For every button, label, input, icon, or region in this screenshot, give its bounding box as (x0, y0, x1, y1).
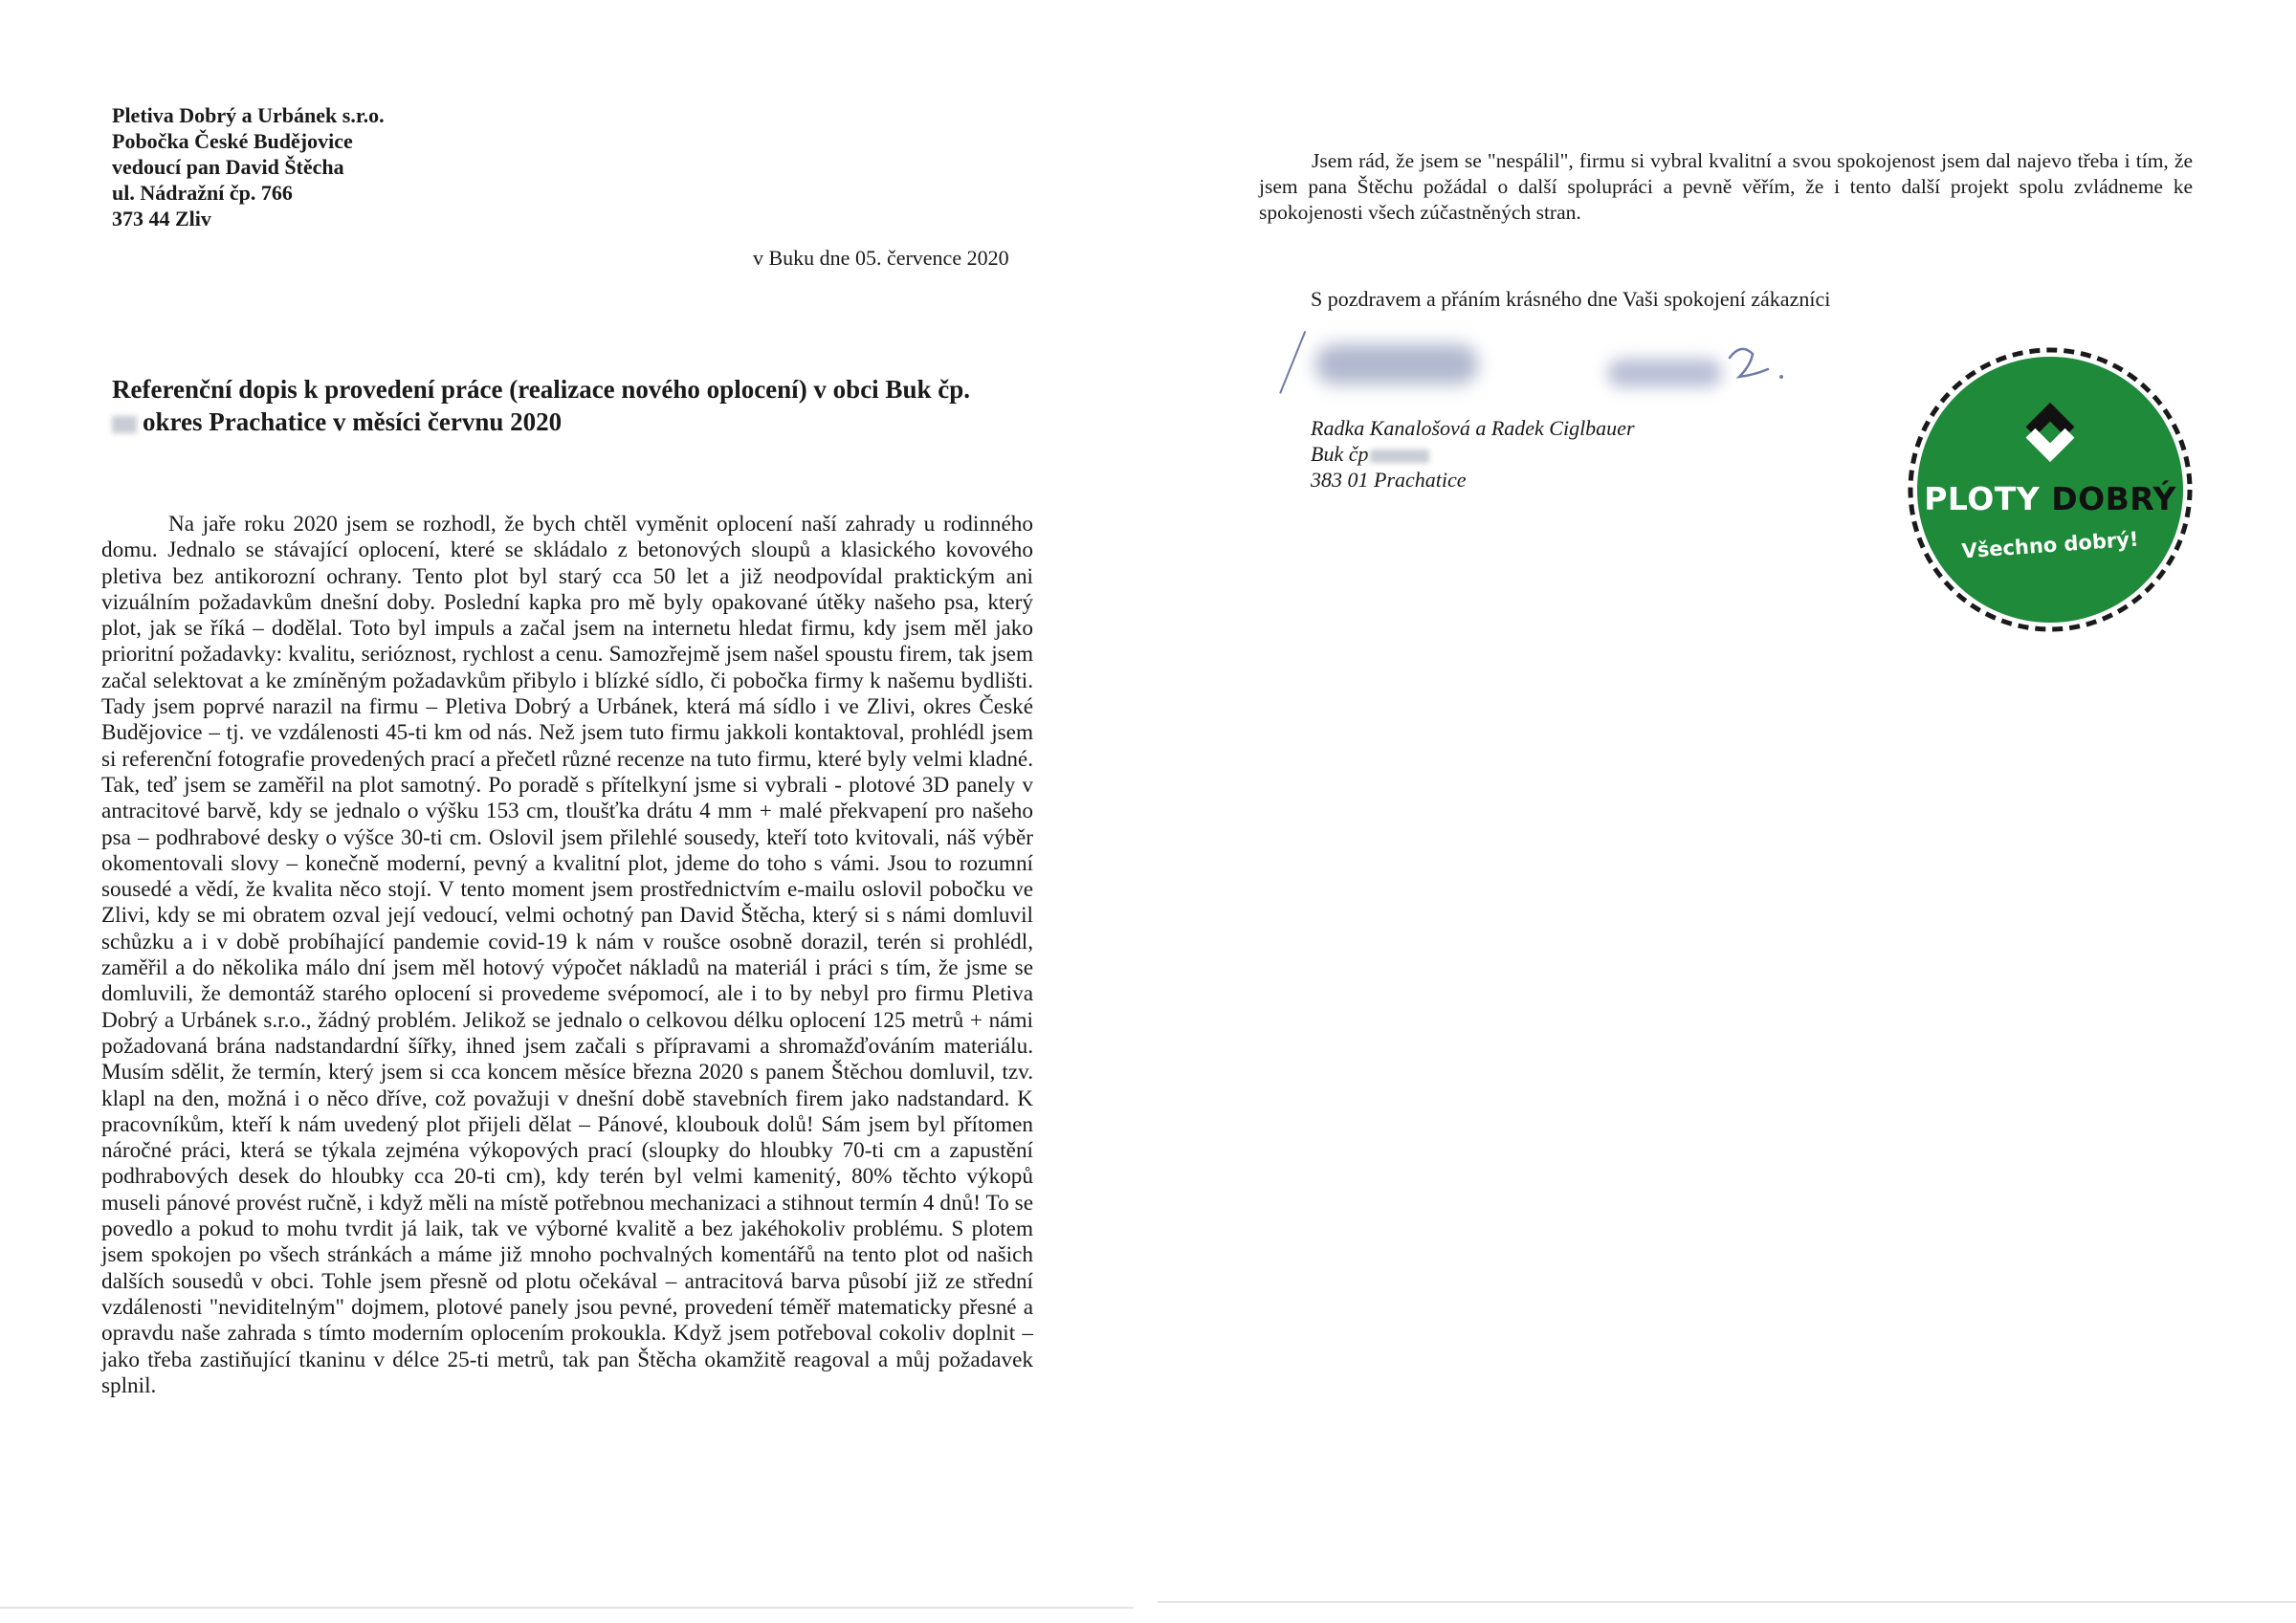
recipient-line: Pletiva Dobrý a Urbánek s.r.o. (112, 103, 385, 127)
subject-line-2-text: okres Prachatice v měsíci červnu 2020 (143, 407, 563, 436)
redacted-address (1370, 450, 1429, 463)
right-page (1148, 0, 2296, 1623)
closing-paragraph (1259, 148, 2193, 226)
stamp-brand-white: PLOTY (1924, 480, 2041, 517)
recipient-line: ul. Nádražní čp. 766 (112, 181, 293, 205)
sender-names: Radka Kanalošová a Radek Ciglbauer (1311, 416, 1635, 440)
senders-block (1311, 415, 1635, 493)
recipient-line: vedoucí pan David Štěcha (112, 155, 344, 179)
recipient-line: 373 44 Zliv (112, 207, 211, 230)
sender-address (1311, 441, 1635, 467)
greeting: S pozdravem a přáním krásného dne Vaši spokojení zákazníci (1311, 287, 1831, 311)
page-edge-line (0, 1607, 1134, 1609)
closing-text: Jsem rád, že jsem se "nespálil", firmu si vybral kvalitní a svou spokojenost jsem dal najevo třeba i tím, že jsem pana Štěchu požádal o další spolupráci a pevně věřím, že i tento další projekt spolu zvládneme ke spokojenosti všech zúčastněných stran. (1259, 149, 2193, 224)
recipient-address (112, 102, 782, 231)
subject-line-1: Referenční dopis k provedení práce (realizace nového oplocení) v obci Buk čp. (112, 375, 970, 404)
signature-right (1598, 335, 1789, 402)
letter-date: v Buku dne 05. července 2020 (753, 246, 1009, 270)
signature-blurred (1315, 344, 1478, 384)
body-paragraph: Na jaře roku 2020 jsem se rozhodl, že bych chtěl vyměnit oplocení naší zahrady u rodinného domu. Jednalo se stávající oplocení, které se skládalo z betonových sloupů a klasického kovového pletiva bez antikorozní ochrany. Tento plot byl starý cca 50 let a již neodpovídal praktickým ani vizuálním požadavkům dnešní doby. Poslední kapka pro mě byly opakované útěky našeho psa, který plot, jak se říká – dodělal. Toto byl impuls a začal jsem na internetu hledat firmu, kdy jsem měl jako prioritní požadavky: kvalitu, serióznost, rychlost a cenu. Samozřejmě jsem našel spoustu firem, tak jsem začal selektovat a ke zmíněným požadavkům přibylo i blízké sídlo, či pobočka firmy k našemu bydlišti. Tady jsem poprvé narazil na firmu – Pletiva Dobrý a Urbánek, která má sídlo i ve Zlivi, okres České Budějovice – tj. ve vzdálenosti 45-ti km od nás. Než jsem tuto firmu jakkoli kontaktoval, prohlédl jsem si referenční fotografie provedených prací a přečetl různé recenze na tuto firmu, které byly velmi kladné. Tak, teď jsem se zaměřil na plot samotný. Po poradě s přítelkyní jsme si vybrali - plotové 3D panely v antracitové barvě, kdy se jednalo o výšku 153 cm, tloušťka drátu 4 mm + malé překvapení pro našeho psa – podhrabové desky o výšce 30-ti cm. Oslovil jsem přilehlé sousedy, kteří toto kvitovali, náš výběr okomentovali slovy – konečně moderní, pevný a kvalitní plot, jdeme do toho s vámi. Jsou to rozumní sousedé a vědí, že kvalita něco stojí. V tento moment jsem prostřednictvím e-mailu oslovil pobočku ve Zlivi, kdy se mi obratem ozval její vedoucí, velmi ochotný pan David Štěcha, který si s námi domluvil schůzku a i v době probíhající pandemie covid-19 k nám v roušce osobně dorazil, terén si prohlédl, zaměřil a do několika málo dní jsem měl hotový výpočet nákladů na materiál i práci s tím, že jsme se domluvili, že demontáž starého oplocení si provedeme svépomocí, ale i to by nebyl pro firmu Pletiva Dobrý a Urbánek s.r.o., žádný problém. Jelikož se jednalo o celkovou délku oplocení 125 metrů + námi požadovaná brána nadstandardní šířky, ihned jsem začali s přípravami a shromažďováním materiálu. Musím sdělit, že termín, který jsem si cca koncem měsíce března 2020 s panem Štěchou domluvil, tzv. klapl na den, možná i o něco dříve, což považuji v dnešní době stavebních firem jako nadstandard. K pracovníkům, kteří k nám uvedený plot přijeli dělat – Pánové, kloubouk dolů! Sám jsem byl přítomen náročné práci, která se týkala zejména výkopových prací (sloupky do hloubky 70-ti cm a zapustění podhrabových desek do hloubky cca 20-ti cm), kdy terén byl velmi kamenitý, 80% těchto výkopů museli pánové provést ručně, i když měli na místě potřebnou mechanizaci a stihnout termín 4 dnů! To se povedlo a pokud to mohu tvrdit já laik, tak ve výborné kvalitě a bez jakéhokoliv problému. S plotem jsem spokojen po všech stránkách a máme již mnoho pochvalných komentářů na tento plot od našich dalších sousedů v obci. Tohle jsem přesně od plotu očekával – antracitová barva působí již ze střední vzdálenosti "neviditelným" dojmem, plotové panely jsou pevné, provedení téměř matematicky přesné a opravdu naše zahrada s tímto moderním oplocením prokoukla. Když jsem potřeboval cokoliv doplnit – jako třeba zastiňující tkaninu v délce 25-ti metrů, tak pan Štěcha okamžitě reagoval a můj požadavek splnil. (101, 512, 1033, 1398)
letter-subject (112, 373, 1030, 438)
recipient-line: Pobočka České Budějovice (112, 129, 353, 153)
sender-city: 383 01 Prachatice (1311, 468, 1467, 492)
page-edge-line (1158, 1601, 2296, 1603)
stamp-brand-dark: DOBRÝ (2051, 480, 2176, 517)
signature-blurred (1607, 359, 1722, 387)
letter-body (101, 512, 1033, 1399)
sender-address-prefix: Buk čp (1311, 442, 1369, 466)
signature-left (1292, 316, 1512, 402)
stamp-brand (1907, 480, 2194, 517)
redacted-house-number (112, 416, 137, 433)
signature-scribble (1722, 337, 1789, 394)
company-stamp (1907, 346, 2194, 633)
subject-line-2 (112, 406, 1030, 438)
stamp-motto: Všechno dobrý! (1960, 527, 2140, 563)
